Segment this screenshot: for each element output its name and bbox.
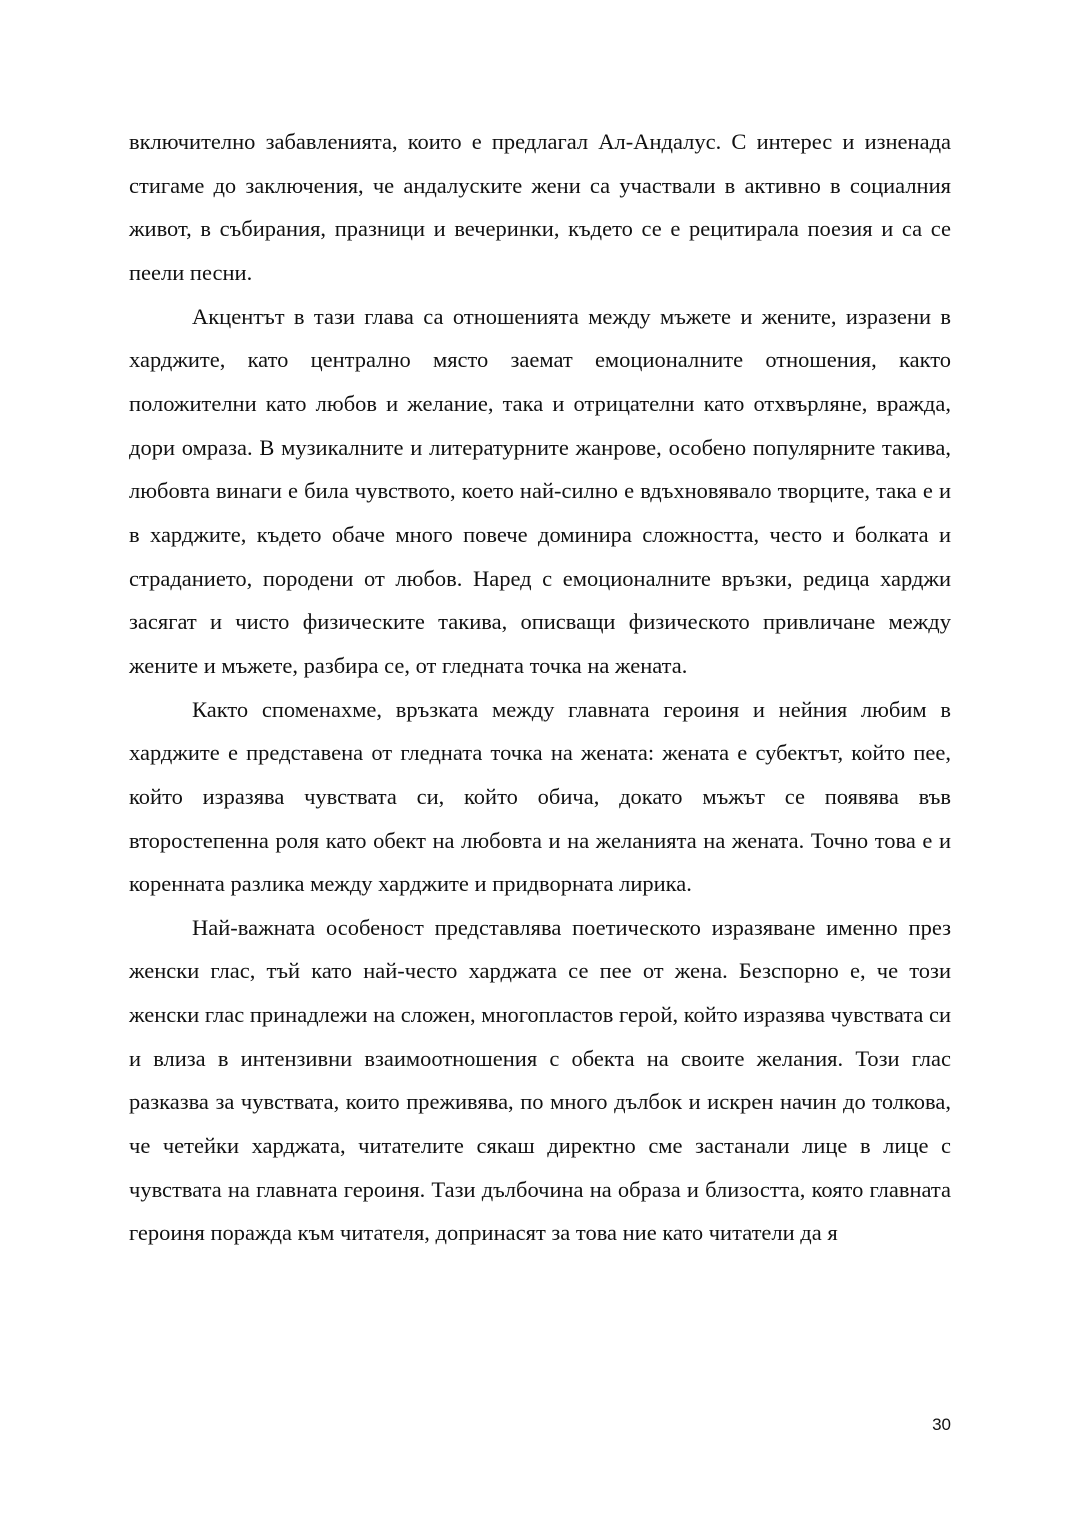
body-text [129, 120, 951, 1255]
paragraph-2: Акцентът в тази глава са отношенията между мъжете и жените, изразени в харджите, като централно място заемат емоционалните отношения, както положителни като любов и желание, така и отрицателни като отхвърляне, вражда, дори омраза. В музикалните и литературните жанрове, особено популярните такива, любовта винаги е била чувството, което най-силно е вдъхновявало творците, така е и в харджите, където обаче много повече доминира сложността, често и болката и страданието, породени от любов. Наред с емоционалните връзки, редица харджи засягат и чисто физическите такива, описващи физическото привличане между жените и мъжете, разбира се, от гледната точка на жената. [129, 303, 951, 678]
paragraph-4: Най-важната особеност представлява поетическото изразяване именно през женски глас, тъй като най-често харджата се пее от жена. Безспорно е, че този женски глас принадлежи на сложен, многопластов герой, който изразява чувствата си и влиза в интензивни взаимоотношения с обекта на своите желания. Този глас разказва за чувствата, които преживява, по много дълбок и искрен начин до толкова, че четейки харджата, читателите сякаш директно сме застанали лице в лице с чувствата на главната героиня. Тази дълбочина на образа и близостта, която главната героиня поражда към читателя, допринасят за това ние като читатели да я [129, 914, 951, 1246]
paragraph-1: включително забавленията, които е предлагал Ал-Андалус. С интерес и изненада стигаме до заключения, че андалуските жени са участвали в активно в социалния живот, в събирания, празници и вечеринки, където се е рецитирала поезия и са се пеели песни. [129, 129, 951, 285]
page-number: 30 [932, 1415, 951, 1434]
paragraph-3: Както споменахме, връзката между главната героиня и нейния любим в харджите е представена от гледната точка на жената: жената е субектът, който пее, който изразява чувствата си, който обича, докато мъжът се появява във второстепенна роля като обект на любовта и на желанията на жената. Точно това е и коренната разлика между харджите и придворната лирика. [129, 696, 951, 897]
